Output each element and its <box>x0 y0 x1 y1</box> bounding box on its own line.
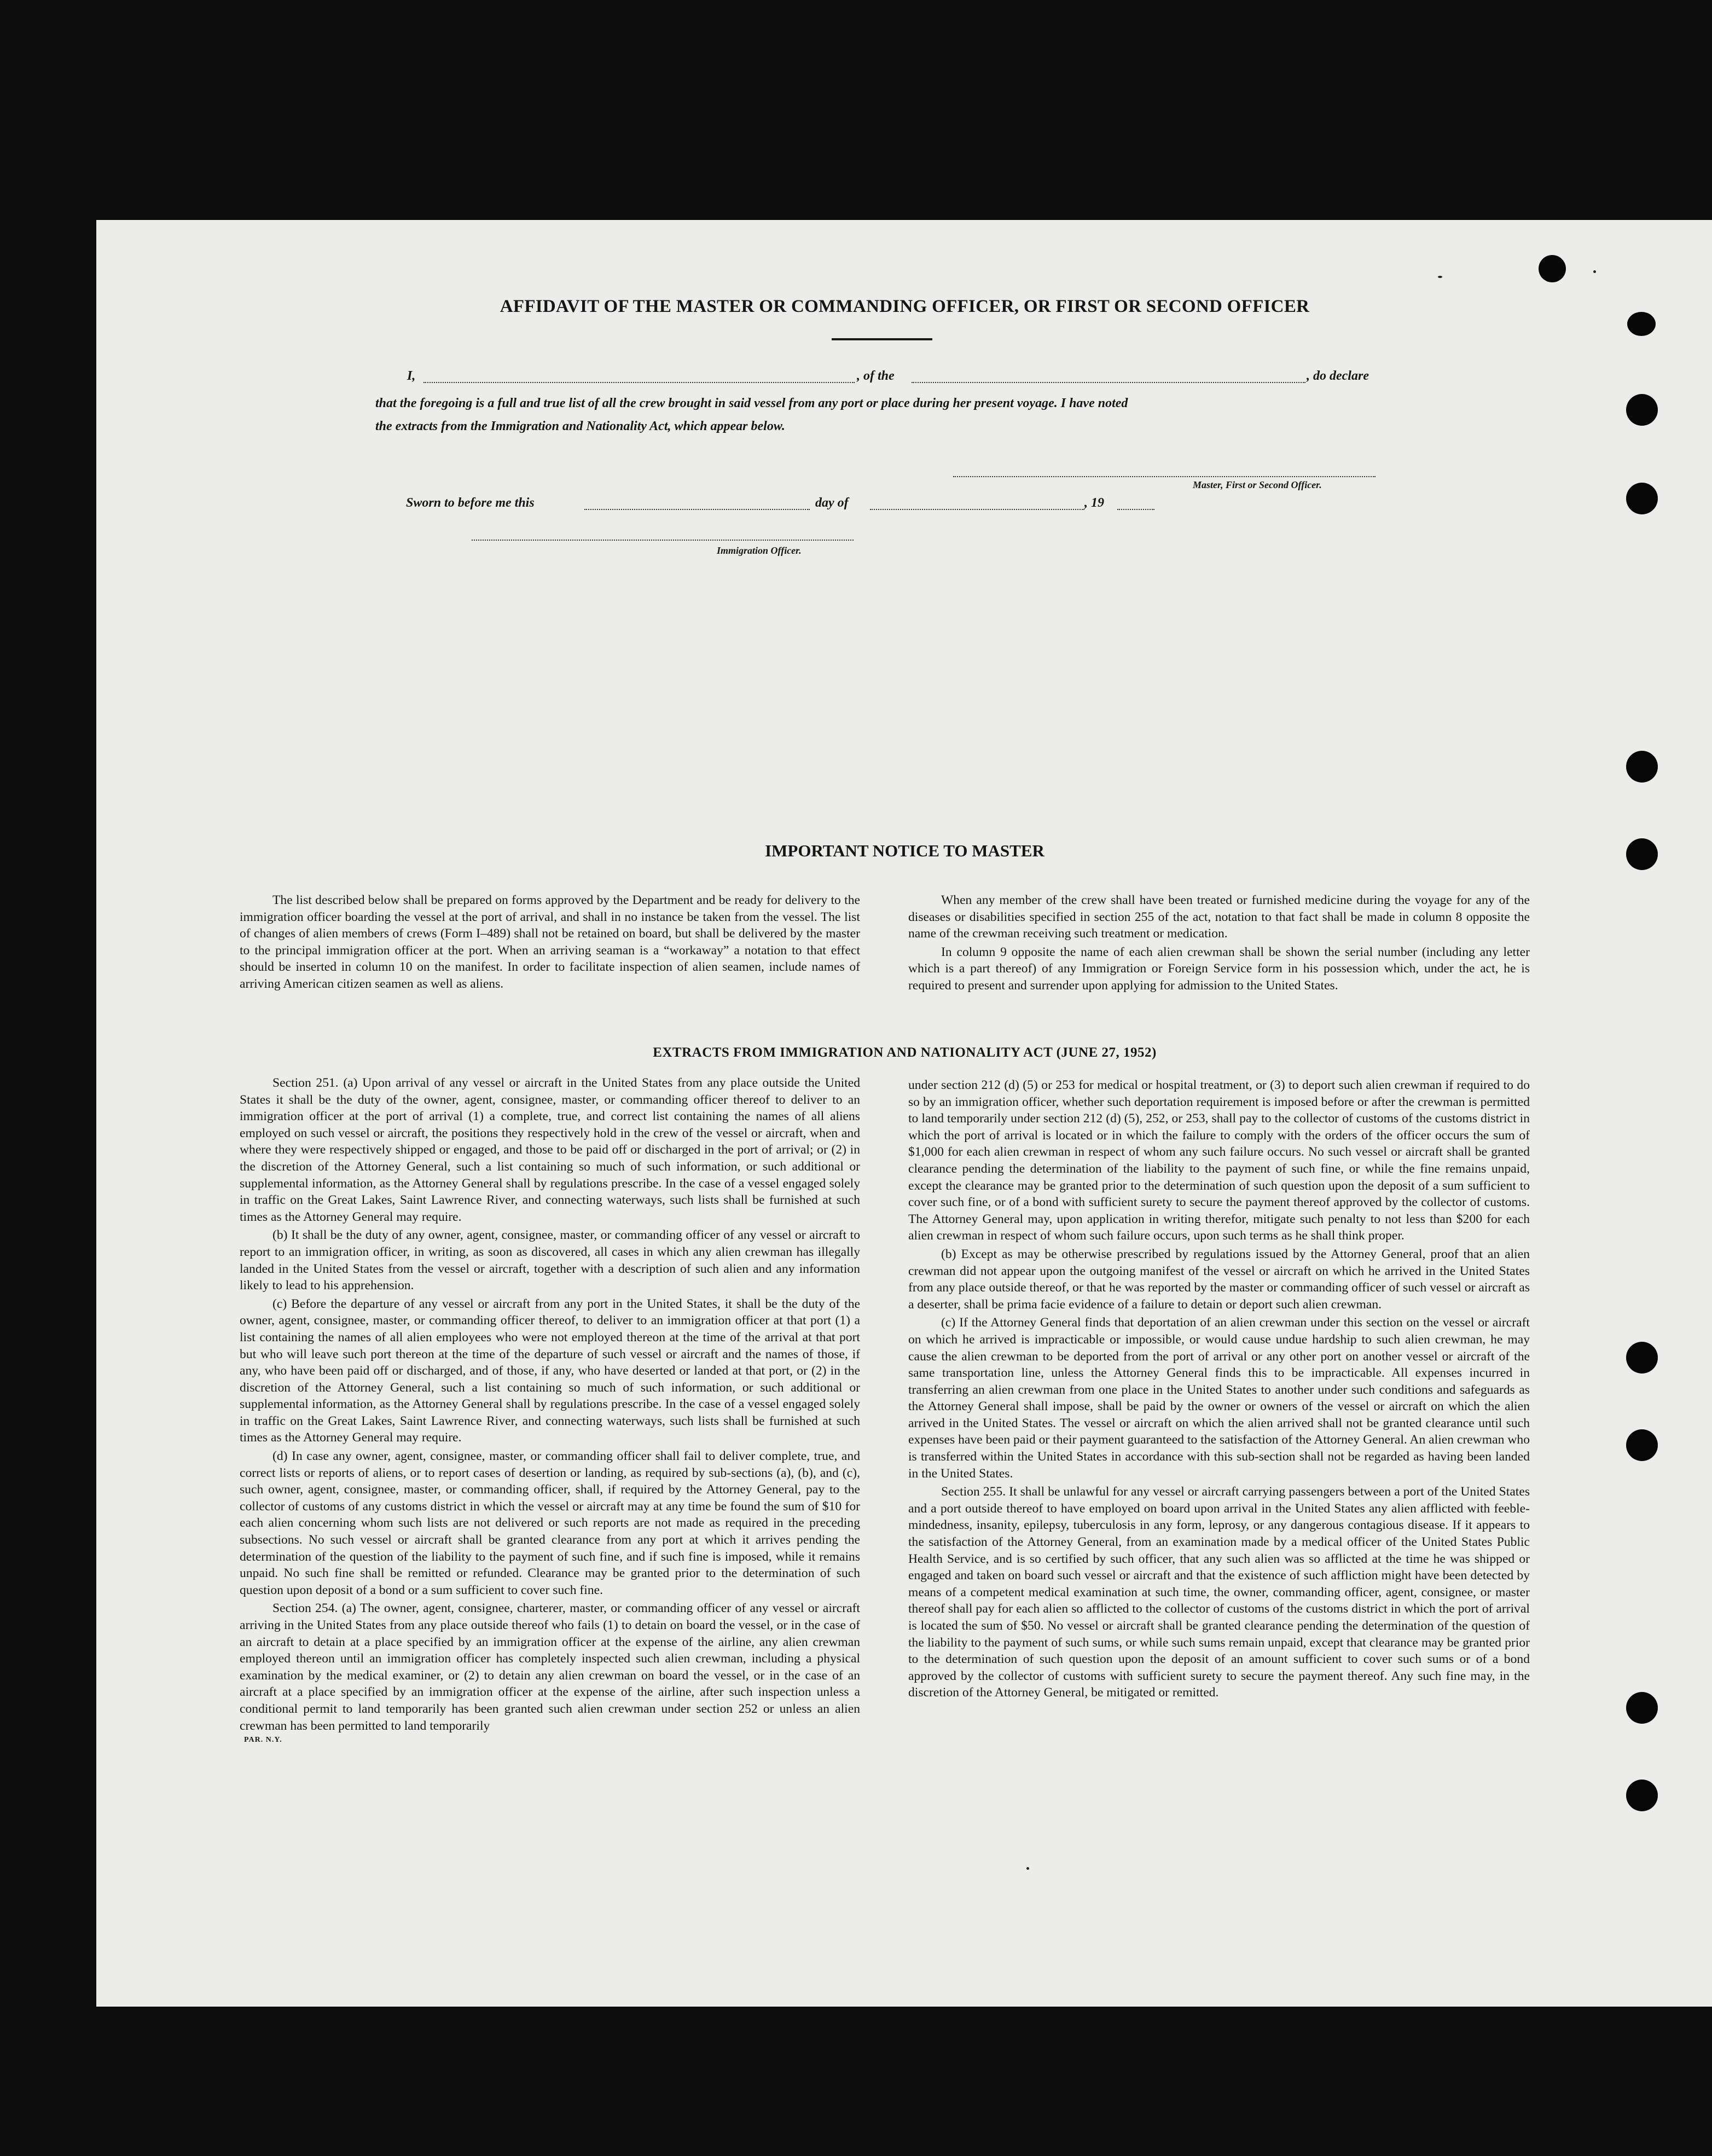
punch-hole <box>1626 394 1658 426</box>
officer-signature-label: Immigration Officer. <box>717 545 802 556</box>
declaration-line-2: that the foregoing is a full and true list of all the crew brought in said vessel from any port or place during her present voyage. I have noted <box>375 396 1128 410</box>
punch-hole <box>1626 1692 1658 1724</box>
sworn-day-field[interactable] <box>584 509 810 510</box>
extract-paragraph: (b) Except as may be otherwise prescribed by regulations issued by the Attorney General, proof that an alien crewman did not appear upon the outgoing manifest of the vessel or aircraft on which he arrived in the United States from any place outside thereof, or that he was reported by the master or commanding officer of such vessel or aircraft as a deserter, shall be prima facie evidence of a failure to detain or deport such alien crewman. <box>908 1247 1530 1312</box>
speck <box>1438 276 1442 278</box>
sworn-month-field[interactable] <box>870 509 1084 510</box>
master-signature-label: Master, First or Second Officer. <box>1193 479 1322 490</box>
declaration-do-declare-label: , do declare <box>1307 369 1369 383</box>
year-prefix-label: , 19 <box>1084 496 1104 510</box>
document-page <box>96 220 1712 2007</box>
sworn-year-field[interactable] <box>1117 509 1154 510</box>
extracts-left-column <box>240 1075 860 1736</box>
notice-paragraph: In column 9 opposite the name of each alien crewman shall be shown the serial number (including any letter which is a part thereof) of any Immigration or Foreign Service form in his possession which, under the act, he is required to present and surrender upon applying for admission to the United States. <box>908 944 1530 993</box>
punch-hole <box>1626 1429 1658 1461</box>
officer-signature-line[interactable] <box>472 540 854 541</box>
punch-hole <box>1626 1780 1658 1811</box>
notice-paragraph: The list described below shall be prepared on forms approved by the Department and be ready for delivery to the immigration officer boarding the vessel at the port of arrival, and shall in no instance be taken from the vessel. The list of changes of alien members of crews (Form I–489) shall not be retained on board, but shall be delivered by the master to the principal immigration officer at the port. When an arriving seaman is a “workaway” a notation to that effect should be inserted in column 10 on the manifest. In order to facilitate inspection of alien seamen, include names of arriving American citizen seamen as well as aliens. <box>240 893 860 991</box>
notice-right-column <box>908 892 1530 996</box>
extract-paragraph: Section 254. (a) The owner, agent, consignee, charterer, master, or commanding officer of any vessel or aircraft arriving in the United States from any place outside thereof who fails (1) to detain on board the vessel, or in the case of an aircraft to detain at a place specified by an immigration officer at the expense of the airline, any alien crewman employed thereon until an immigration officer has completely inspected such alien crewman, including a physical examination by the medical examiner, or (2) to detain any alien crewman on board the vessel, or in the case of an aircraft at a place specified by an immigration officer at the expense of the airline, after such inspection unless a conditional permit to land temporarily has been granted such alien crewman under section 252 or unless an alien crewman has been permitted to land temporarily <box>240 1601 860 1733</box>
speck <box>1593 270 1596 273</box>
affidavit-title: AFFIDAVIT OF THE MASTER OR COMMANDING OFFICER, OR FIRST OR SECOND OFFICER <box>500 297 1310 316</box>
speck <box>1026 1867 1029 1870</box>
punch-hole <box>1539 255 1566 282</box>
declaration-of-the-label: , of the <box>857 369 895 383</box>
extracts-right-column <box>908 1077 1530 1703</box>
extract-paragraph: Section 251. (a) Upon arrival of any vessel or aircraft in the United States from any place outside the United States it shall be the duty of the owner, agent, consignee, master, or commanding officer thereof to deliver to an immigration officer at the port of arrival (1) a complete, true, and correct list containing the names of all aliens employed on such vessel or aircraft, the positions they respectively hold in the crew of the vessel or aircraft, when and where they were respectively shipped or engaged, and those to be paid off or discharged in the port of arrival; or (2) in the discretion of the Attorney General, such a list containing so much of such information, or such additional or supplemental information, as the Attorney General shall by regulations prescribe. In the case of a vessel engaged solely in traffic on the Great Lakes, Saint Lawrence River, and connecting waterways, such lists shall be furnished at such times as the Attorney General may require. <box>240 1076 860 1224</box>
vessel-field[interactable] <box>912 382 1305 383</box>
extract-paragraph: (d) In case any owner, agent, consignee, master, or commanding officer shall fail to deliver complete, true, and correct lists or reports of aliens, or to report cases of desertion or landing, as required by sub-sections (a), (b), and (c), such owner, agent, consignee, master, or commanding officer, shall, if required by the Attorney General, pay to the collector of customs of any customs district in which the vessel or aircraft may at any time be found the sum of $10 for each alien concerning whom such lists are not delivered or such reports are not made as required in the preceding subsections. No such vessel or aircraft shall be granted clearance from any port at which it arrives pending the determination of the question of the liability to the payment of such fine, and if such fine is imposed, while it remains unpaid. No such fine shall be remitted or refunded. Clearance may be granted prior to the determination of such question upon deposit of a bond or a sum sufficient to cover such fine. <box>240 1449 860 1597</box>
declaration-line-3: the extracts from the Immigration and Nationality Act, which appear below. <box>375 419 785 433</box>
punch-hole <box>1626 751 1658 783</box>
notice-title: IMPORTANT NOTICE TO MASTER <box>765 841 1044 860</box>
extract-paragraph: (c) If the Attorney General finds that deportation of an alien crewman under this section on the vessel or aircraft on which he arrived is impracticable or impossible, or would cause undue hardship to such alien crewman, he may cause the alien crewman to be deported from the port of arrival or any other port on another vessel or aircraft of the same transportation line, unless the Attorney General finds this to be impracticable. All expenses incurred in transferring an alien crewman from one place in the United States to another under such conditions and safeguards as the Attorney General shall impose, shall be paid by the owner or owners of the vessel or aircraft on which the alien arrived in the United States. The vessel or aircraft on which the alien arrived shall not be granted clearance until such expenses have been paid or their payment guaranteed to the satisfaction of the Attorney General. An alien crewman who is transferred within the United States in accordance with this sub-section shall not be regarded as having been landed in the United States. <box>908 1315 1530 1481</box>
punch-hole <box>1626 1342 1658 1373</box>
name-field[interactable] <box>423 382 855 383</box>
extract-paragraph: (b) It shall be the duty of any owner, agent, consignee, master, or commanding officer of any vessel or aircraft to report to an immigration officer, in writing, as soon as discovered, all cases in which any alien crewman has illegally landed in the United States from the vessel or aircraft, together with a description of such alien and any information likely to lead to his apprehension. <box>240 1228 860 1293</box>
notice-left-column <box>240 892 860 994</box>
master-signature-line[interactable] <box>953 476 1376 477</box>
sworn-label: Sworn to before me this <box>406 496 535 510</box>
printer-mark: PAR. N.Y. <box>244 1736 282 1744</box>
declaration-i-label: I, <box>407 369 416 383</box>
extracts-title: EXTRACTS FROM IMMIGRATION AND NATIONALITY ACT (JUNE 27, 1952) <box>653 1045 1157 1060</box>
title-underline <box>832 338 932 340</box>
day-of-label: day of <box>815 496 849 510</box>
extract-paragraph: Section 255. It shall be unlawful for any vessel or aircraft carrying passengers between a port of the United States and a port outside thereof to have employed on board upon arrival in the United States any alien afflicted with feeble-mindedness, insanity, epilepsy, tuberculosis in any form, leprosy, or any dangerous contagious disease. If it appears to the satisfaction of the Attorney General, from an examination made by a medical officer of the United States Public Health Service, and is so certified by such officer, that any such alien was so afflicted at the time he was shipped or engaged and taken on board such vessel or aircraft and that the existence of such affliction might have been detected by means of a competent medical examination at such time, the owner, commanding officer, agent, consignee, or master thereof shall pay for each alien so afflicted to the collector of customs of the customs district in which the port of arrival is located the sum of $50. No vessel or aircraft shall be granted clearance pending the determination of the question of the liability to the payment of such sums, or while such sums remain unpaid, except that clearance may be granted prior to the determination of such question upon the deposit of an amount sufficient to cover such sums or of a bond approved by the collector of customs with sufficient surety to secure the payment thereof. Any such fine may, in the discretion of the Attorney General, be mitigated or remitted. <box>908 1485 1530 1700</box>
punch-hole <box>1626 483 1658 514</box>
extract-paragraph: under section 212 (d) (5) or 253 for medical or hospital treatment, or (3) to deport such alien crewman if required to do so by an immigration officer, whether such deportation requirement is imposed before or after the crewman is permitted to land temporarily under section 212 (d) (5), 252, or 253, shall pay to the collector of customs of the customs district in which the port of arrival is located or in which the failure to comply with the orders of the officer occurs the sum of $1,000 for each alien crewman in respect of whom any such failure occurs. No such vessel or aircraft shall be granted clearance pending the determination of the liability to the payment of such fine, or while the fine remains unpaid, except the clearance may be granted prior to the determination of such question upon the deposit of a sum sufficient to cover such fine, or of a bond with sufficient surety to secure the payment thereof approved by the collector of customs. The Attorney General may, upon application in writing therefor, mitigate such penalty to not less than $200 for each alien crewman in respect of whom such failure occurs, upon such terms as he shall think proper. <box>908 1078 1530 1243</box>
notice-paragraph: When any member of the crew shall have been treated or furnished medicine during the voyage for any of the diseases or disabilities specified in section 255 of the act, notation to that fact shall be made in column 8 opposite the name of the crewman receiving such treatment or medication. <box>908 893 1530 941</box>
extract-paragraph: (c) Before the departure of any vessel or aircraft from any port in the United States, it shall be the duty of the owner, agent, consignee, master, or commanding officer thereof, to deliver to an immigration officer at that port (1) a list containing the names of all alien employees who were not employed thereon at the time of the arrival at that port but who will leave such port thereon at the time of the departure of such vessel or aircraft and the names of those, if any, who have been paid off or discharged, and of those, if any, who have deserted or landed at that port, or (2) in the discretion of the Attorney General, such a list containing so much of such information, or such additional or supplemental information, as the Attorney General shall by regulations prescribe. In the case of a vessel engaged solely in traffic on the Great Lakes, Saint Lawrence River, and connecting waterways, such lists shall be furnished at such times as the Attorney General may require. <box>240 1296 860 1445</box>
